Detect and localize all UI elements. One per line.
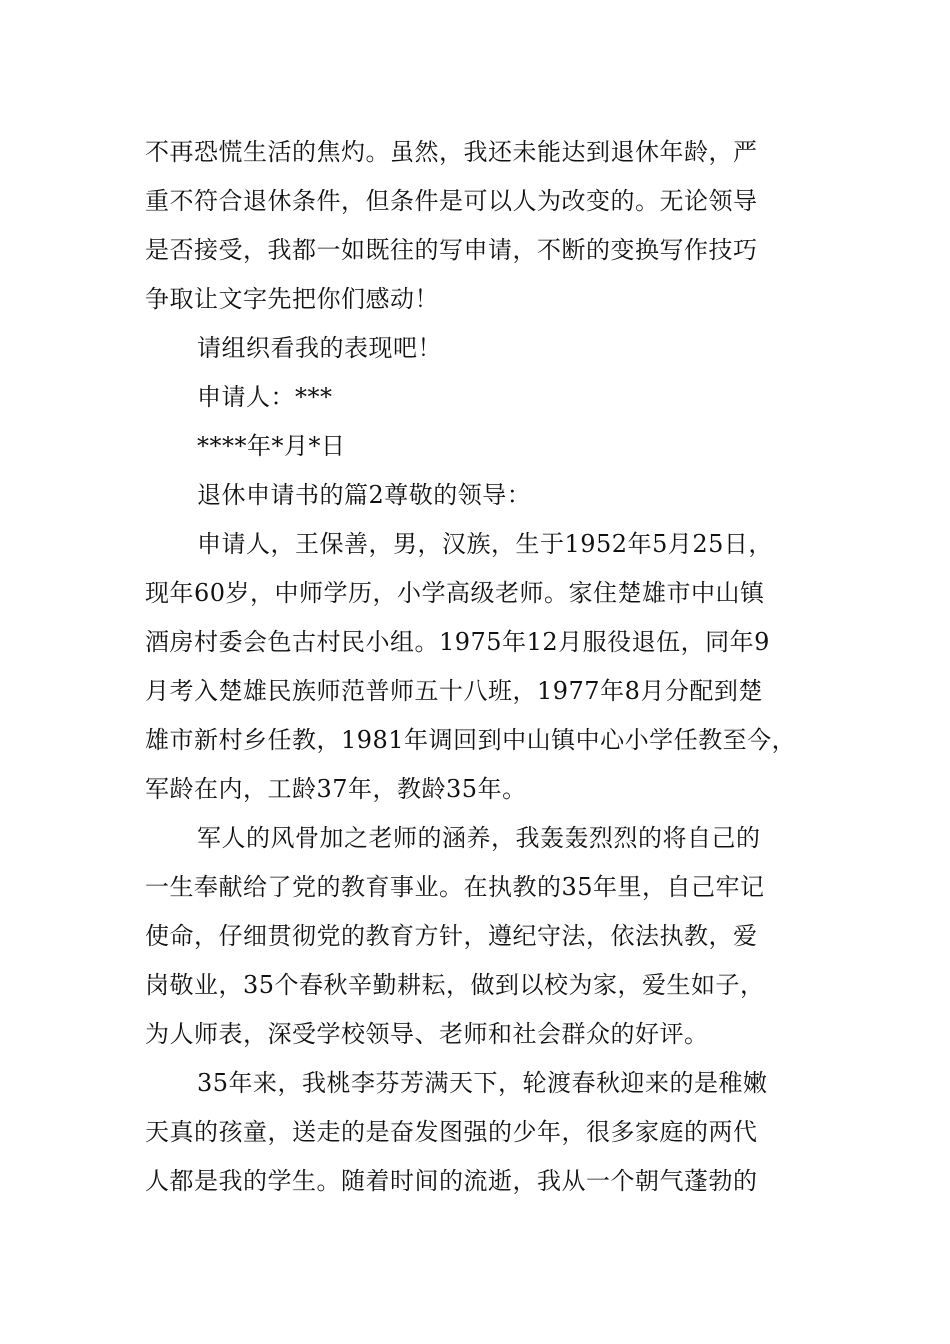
text-line: 军人的风骨加之老师的涵养，我轰轰烈烈的将自己的 <box>197 824 761 852</box>
text-line: 现年60岁，中师学历，小学高级老师。家住楚雄市中山镇 <box>145 579 765 607</box>
text-line: 为人师表，深受学校领导、老师和社会群众的好评。 <box>145 1020 709 1048</box>
section-heading: 退休申请书的篇2尊敬的领导： <box>197 481 532 509</box>
text-line: 35年来，我桃李芬芳满天下，轮渡春秋迎来的是稚嫩 <box>197 1069 768 1097</box>
text-line: 重不符合退休条件，但条件是可以人为改变的。无论领导 <box>145 187 758 215</box>
text-line: 一生奉献给了党的教育事业。在执教的35年里，自己牢记 <box>145 873 765 901</box>
applicant-line: 申请人：*** <box>197 383 333 411</box>
text-line: 请组织看我的表现吧！ <box>197 334 442 362</box>
text-line: 雄市新村乡任教，1981年调回到中山镇中心小学任教至今， <box>145 726 797 754</box>
text-line: 军龄在内，工龄37年，教龄35年。 <box>145 775 527 803</box>
date-line: ****年*月*日 <box>197 432 346 460</box>
text-line: 使命，仔细贯彻党的教育方针，遵纪守法，依法执教，爱 <box>145 922 758 950</box>
text-line: 不再恐慌生活的焦灼。虽然，我还未能达到退休年龄，严 <box>145 138 758 166</box>
text-line: 是否接受，我都一如既往的写申请，不断的变换写作技巧 <box>145 236 758 264</box>
text-line: 争取让文字先把你们感动！ <box>145 285 439 313</box>
document-body <box>145 128 825 1206</box>
text-line: 月考入楚雄民族师范普师五十八班，1977年8月分配到楚 <box>145 677 763 705</box>
text-line: 天真的孩童，送走的是奋发图强的少年，很多家庭的两代 <box>145 1118 758 1146</box>
text-line: 人都是我的学生。随着时间的流逝，我从一个朝气蓬勃的 <box>145 1167 758 1195</box>
text-line: 申请人，王保善，男，汉族，生于1952年5月25日， <box>197 530 773 558</box>
text-line: 酒房村委会色古村民小组。1975年12月服役退伍，同年9 <box>145 628 770 656</box>
text-line: 岗敬业，35个春秋辛勤耕耘，做到以校为家，爱生如子， <box>145 971 765 999</box>
